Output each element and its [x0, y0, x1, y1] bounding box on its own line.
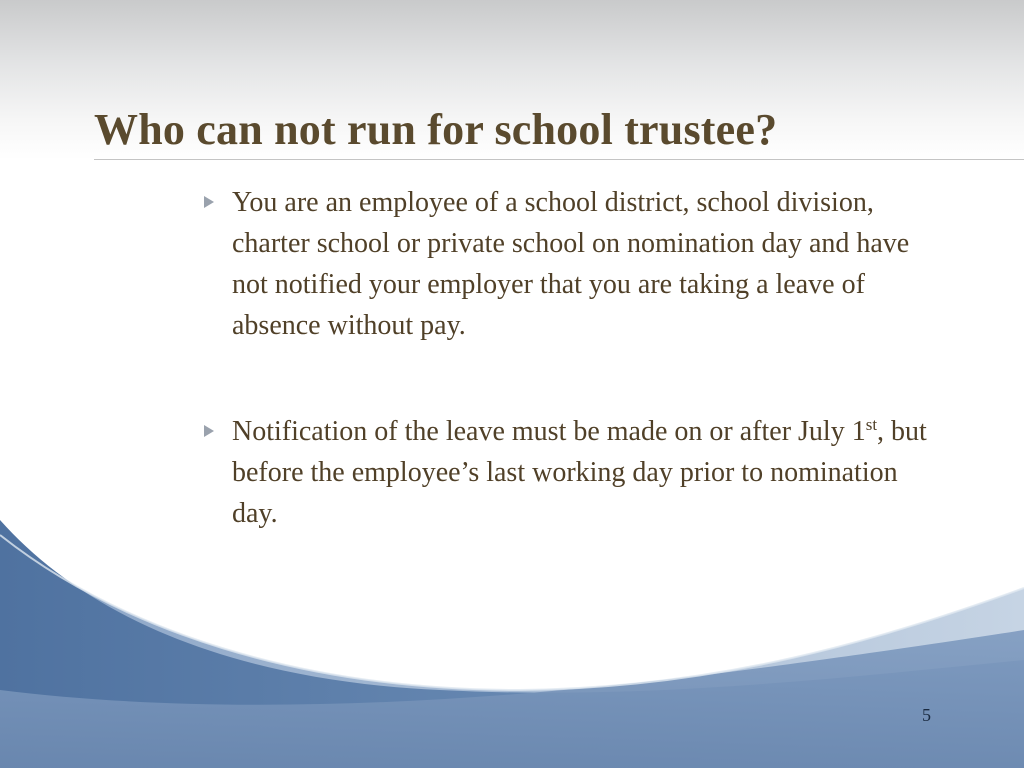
bullet-text: Notification of the leave must be made on or after July 1	[232, 416, 866, 447]
slide-title: Who can not run for school trustee?	[94, 105, 778, 154]
bullet-text: You are an employee of a school district, school division, charter school or private school on nomination day and have not notified your employer that you are taking a leave of absence without pay.	[232, 187, 910, 341]
superscript-ordinal: st	[865, 415, 878, 434]
page-number: 5	[922, 705, 931, 725]
bullet-text-continued: , but before the employee’s last working day prior to nomination day.	[232, 416, 927, 529]
